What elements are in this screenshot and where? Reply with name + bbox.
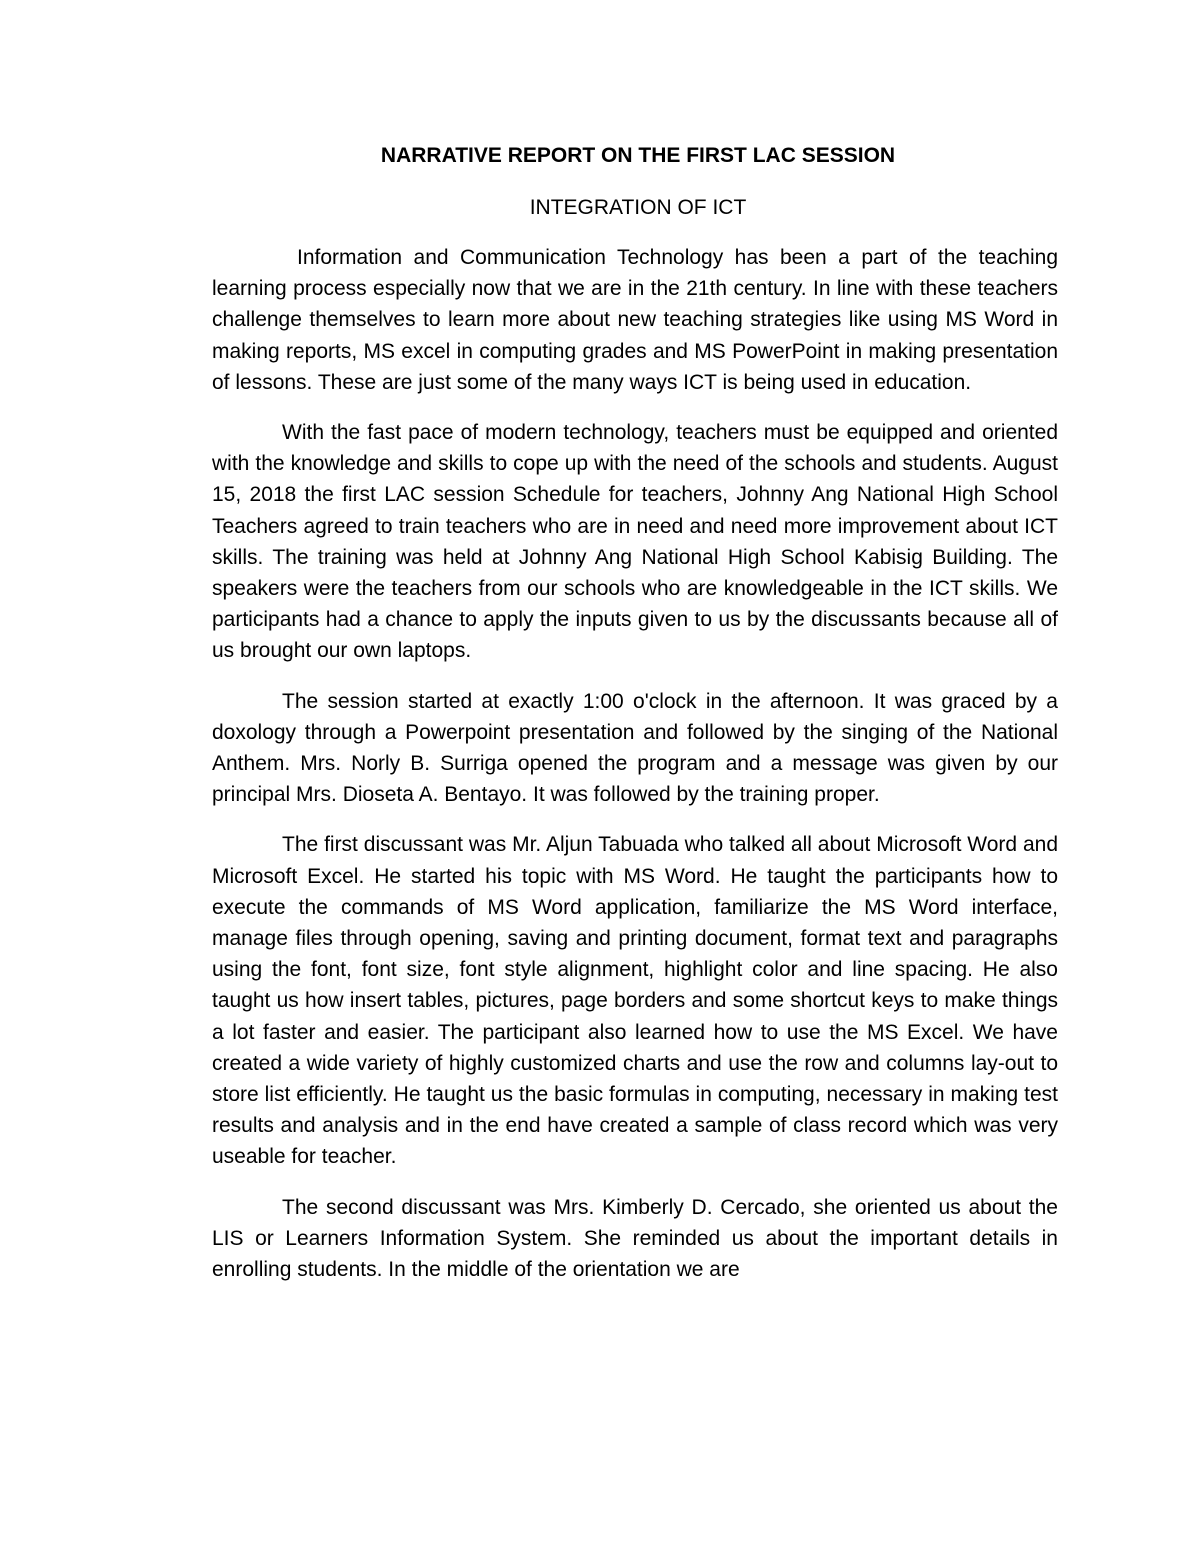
- paragraph-first-discussant: The first discussant was Mr. Aljun Tabuada who talked all about Microsoft Word and Microsoft Excel. He started his topic with MS Word. He taught the participants how to execute the commands of MS Word application, familiarize the MS Word interface, manage files through opening, saving and printing document, format text and paragraphs using the font, font size, font style alignment, highlight color and line spacing. He also taught us how insert tables, pictures, page borders and some shortcut keys to make things a lot faster and easier. The participant also learned how to use the MS Excel. We have created a wide variety of highly customized charts and use the row and columns lay-out to store list efficiently. He taught us the basic formulas in computing, necessary in making test results and analysis and in the end have created a sample of class record which was very useable for teacher.: [212, 833, 1058, 1169]
- paragraph-second-discussant: The second discussant was Mrs. Kimberly D. Cercado, she oriented us about the LIS or Learners Information System. She reminded us about the important details in enrolling students. In the middle of the orientation we are: [212, 1195, 1058, 1282]
- paragraph-session-opening: The session started at exactly 1:00 o'clock in the afternoon. It was graced by a doxology through a Powerpoint presentation and followed by the singing of the National Anthem. Mrs. Norly B. Surriga opened the program and a message was given by our principal Mrs. Dioseta A. Bentayo. It was followed by the training proper.: [212, 689, 1058, 807]
- report-title: NARRATIVE REPORT ON THE FIRST LAC SESSION: [380, 144, 896, 167]
- report-subtitle: INTEGRATION OF ICT: [529, 196, 747, 219]
- paragraph-lac-session-background: With the fast pace of modern technology, teachers must be equipped and oriented with the knowledge and skills to cope up with the need of the schools and students. August 15, 2018 the first LAC session Schedule for teachers, Johnny Ang National High School Teachers agreed to train teachers who are in need and need more improvement about ICT skills. The training was held at Johnny Ang National High School Kabisig Building. The speakers were the teachers from our schools who are knowledgeable in the ICT skills. We participants had a chance to apply the inputs given to us by the discussants because all of us brought our own laptops.: [212, 421, 1058, 663]
- paragraph-ict-introduction: Information and Communication Technology has been a part of the teaching learning process especially now that we are in the 21th century. In line with these teachers challenge themselves to learn more about new teaching strategies like using MS Word in making reports, MS excel in computing grades and MS PowerPoint in making presentation of lessons. These are just some of the many ways ICT is being used in education.: [212, 246, 1058, 394]
- document-page: [212, 138, 1058, 1285]
